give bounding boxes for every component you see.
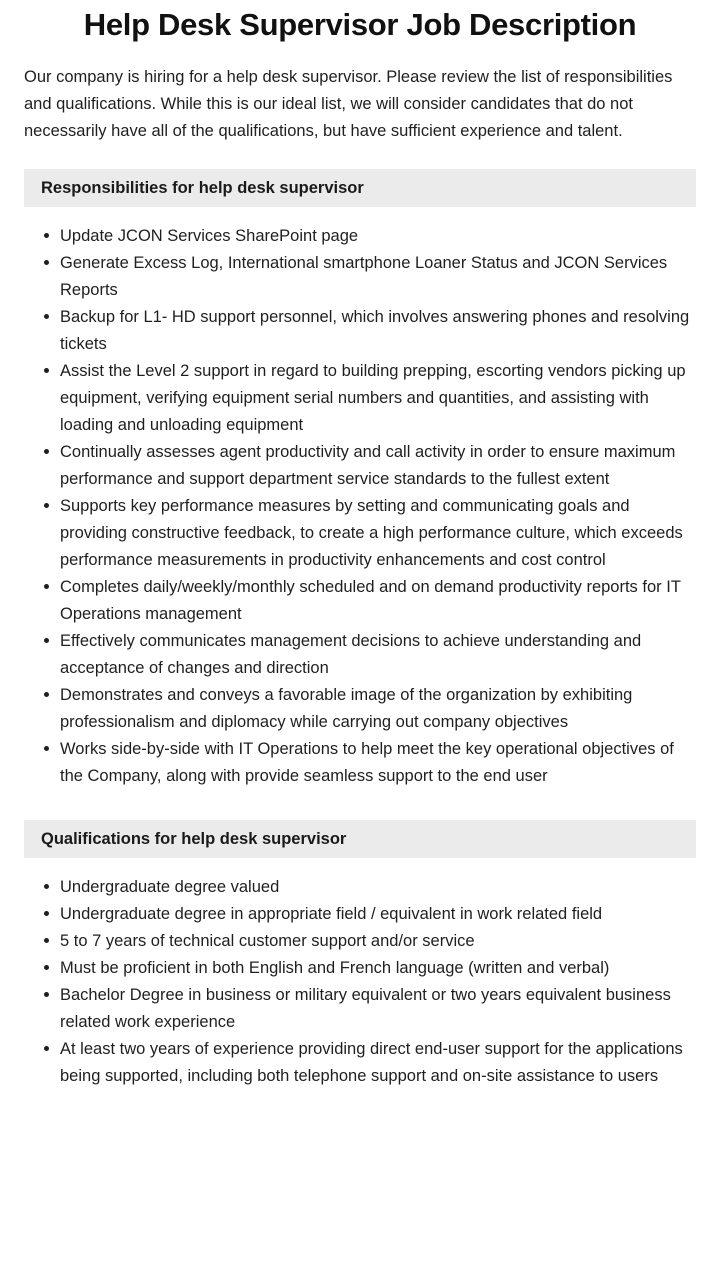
section-qualifications	[24, 820, 696, 1090]
list-item-text: Demonstrates and conveys a favorable image of the organization by exhibiting professionalism and diplomacy while carrying out company objectives	[60, 685, 633, 731]
responsibilities-list	[24, 207, 696, 790]
bullet-point-icon	[44, 911, 49, 916]
bullet-point-icon	[44, 1046, 49, 1051]
list-item	[24, 874, 696, 901]
list-item-text: Works side-by-side with IT Operations to help meet the key operational objectives of the Company, along with provide seamless support to the end user	[60, 739, 674, 785]
list-item-text: Completes daily/weekly/monthly scheduled and on demand productivity reports for IT Operations management	[60, 577, 681, 623]
list-item-text: Assist the Level 2 support in regard to building prepping, escorting vendors picking up equipment, verifying equipment serial numbers and quantities, and assisting with loading and unloading equipment	[60, 361, 686, 434]
list-item-text: Continually assesses agent productivity and call activity in order to ensure maximum performance and support department service standards to the fullest extent	[60, 442, 676, 488]
list-item	[24, 1036, 696, 1090]
section-heading-label: Qualifications for help desk supervisor	[41, 829, 347, 848]
list-item	[24, 982, 696, 1036]
intro-paragraph: Our company is hiring for a help desk supervisor. Please review the list of responsibilities and qualifications. While this is our ideal list, we will consider candidates that do not necessarily have all of the qualifications, but have sufficient experience and talent.	[24, 67, 673, 140]
bullet-point-icon	[44, 260, 49, 265]
list-item-text: Bachelor Degree in business or military equivalent or two years equivalent business related work experience	[60, 985, 671, 1031]
list-item	[24, 358, 696, 439]
list-item	[24, 928, 696, 955]
bullet-point-icon	[44, 368, 49, 373]
bullet-point-icon	[44, 233, 49, 238]
list-item-text: Effectively communicates management decisions to achieve understanding and acceptance of changes and direction	[60, 631, 642, 677]
bullet-point-icon	[44, 692, 49, 697]
page-title: Help Desk Supervisor Job Description	[83, 7, 637, 42]
bullet-point-icon	[44, 884, 49, 889]
list-item	[24, 223, 696, 250]
list-item	[24, 955, 696, 982]
qualifications-list	[24, 858, 696, 1090]
list-item-text: At least two years of experience providing direct end-user support for the applications being supported, including both telephone support and on-site assistance to users	[60, 1039, 683, 1085]
bullet-point-icon	[44, 992, 49, 997]
list-item-text: Must be proficient in both English and French language (written and verbal)	[60, 958, 610, 977]
list-item-text: Undergraduate degree valued	[60, 877, 280, 896]
bullet-point-icon	[44, 938, 49, 943]
list-item	[24, 682, 696, 736]
list-item	[24, 901, 696, 928]
section-header-qualifications	[24, 820, 696, 858]
list-item-text: Update JCON Services SharePoint page	[60, 226, 359, 245]
bullet-point-icon	[44, 314, 49, 319]
bullet-point-icon	[44, 638, 49, 643]
list-item-text: Generate Excess Log, International smartphone Loaner Status and JCON Services Reports	[60, 253, 668, 299]
section-responsibilities	[24, 169, 696, 790]
list-item	[24, 493, 696, 574]
list-item	[24, 304, 696, 358]
list-item	[24, 628, 696, 682]
bullet-point-icon	[44, 503, 49, 508]
list-item-text: 5 to 7 years of technical customer support and/or service	[60, 931, 475, 950]
bullet-point-icon	[44, 746, 49, 751]
list-item-text: Undergraduate degree in appropriate field / equivalent in work related field	[60, 904, 603, 923]
section-heading-label: Responsibilities for help desk supervisor	[41, 178, 364, 197]
bullet-point-icon	[44, 965, 49, 970]
list-item-text: Backup for L1- HD support personnel, which involves answering phones and resolving tickets	[60, 307, 690, 353]
bullet-point-icon	[44, 584, 49, 589]
section-header-responsibilities	[24, 169, 696, 207]
list-item	[24, 439, 696, 493]
bullet-point-icon	[44, 449, 49, 454]
list-item-text: Supports key performance measures by setting and communicating goals and providing constructive feedback, to create a high performance culture, which exceeds performance measurements in productivity enhancements and cost control	[60, 496, 683, 569]
list-item	[24, 574, 696, 628]
list-item	[24, 736, 696, 790]
list-item	[24, 250, 696, 304]
